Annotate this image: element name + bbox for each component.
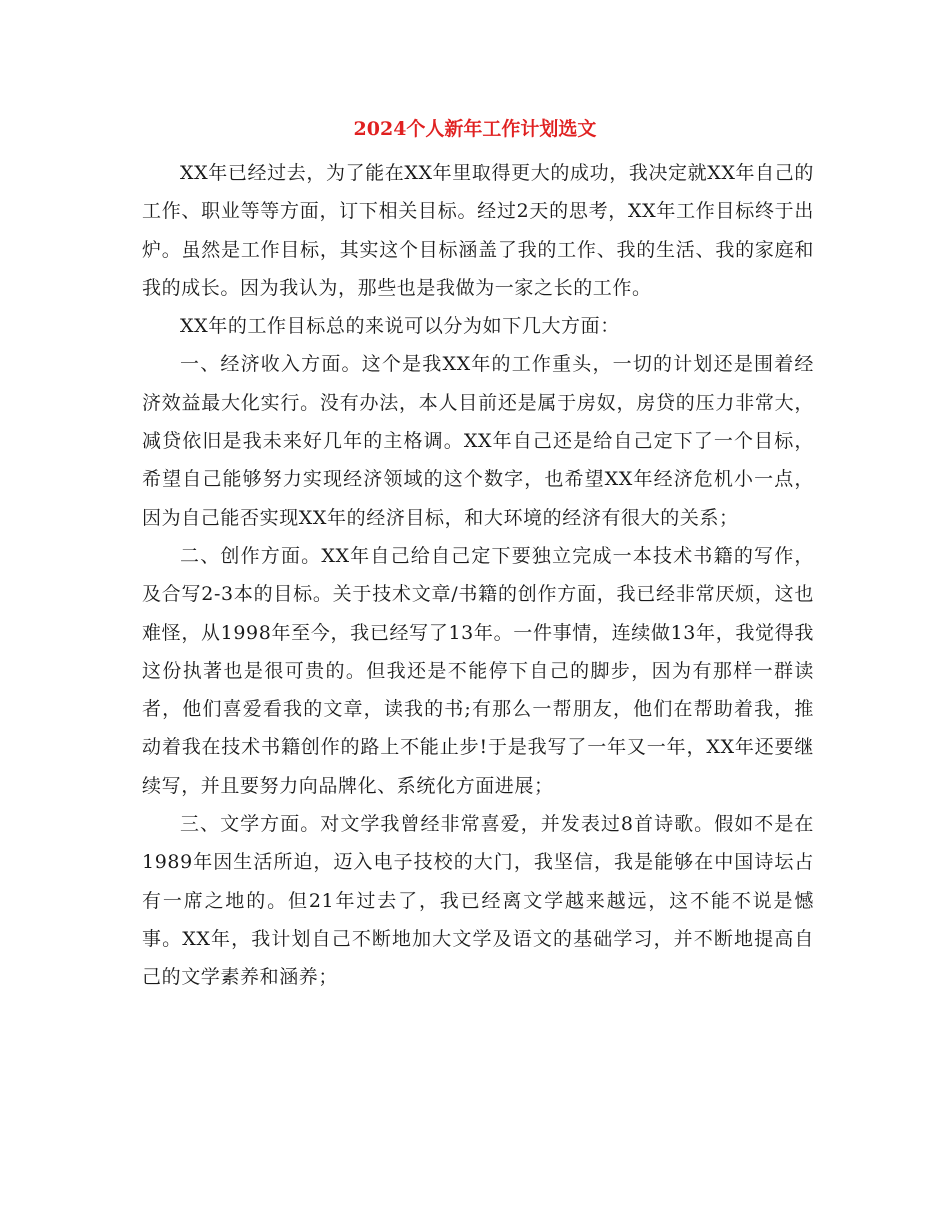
paragraph-economic-income: 一、经济收入方面。这个是我XX年的工作重头，一切的计划还是围着经济效益最大化实行。没有办法，本人目前还是属于房奴，房贷的压力非常大，减贷依旧是我未来好几年的主格调。XX年自己还是给自己定下了一个目标，希望自己能够努力实现经济领域的这个数字，也希望XX年经济危机小一点，因为自己能否实现XX年的经济目标，和大环境的经济有很大的关系；: [142, 353, 814, 529]
document-title: 2024个人新年工作计划选文: [353, 118, 597, 140]
paragraph-goals-overview: XX年的工作目标总的来说可以分为如下几大方面：: [180, 315, 620, 338]
paragraph-intro: XX年已经过去，为了能在XX年里取得更大的成功，我决定就XX年自己的工作、职业等等方面，订下相关目标。经过2天的思考，XX年工作目标终于出炉。虽然是工作目标，其实这个目标涵盖了我的工作、我的生活、我的家庭和我的成长。因为我认为，那些也是我做为一家之长的工作。: [142, 162, 814, 299]
paragraph-writing: 二、创作方面。XX年自己给自己定下要独立完成一本技术书籍的写作，及合写2-3本的目标。关于技术文章/书籍的创作方面，我已经非常厌烦，这也难怪，从1998年至今，我已经写了13年。一件事情，连续做13年，我觉得我这份执著也是很可贵的。但我还是不能停下自己的脚步，因为有那样一群读者，他们喜爱看我的文章，读我的书;有那么一帮朋友，他们在帮助着我，推动着我在技术书籍创作的路上不能止步!于是我写了一年又一年，XX年还要继续写，并且要努力向品牌化、系统化方面进展；: [142, 544, 814, 797]
paragraph-literature: 三、文学方面。对文学我曾经非常喜爱，并发表过8首诗歌。假如不是在1989年因生活所迫，迈入电子技校的大门，我坚信，我是能够在中国诗坛占有一席之地的。但21年过去了，我已经离文学越来越远，这不能不说是憾事。XX年，我计划自己不断地加大文学及语文的基础学习，并不断地提高自己的文学素养和涵养；: [142, 813, 814, 989]
document-body: [142, 154, 814, 997]
